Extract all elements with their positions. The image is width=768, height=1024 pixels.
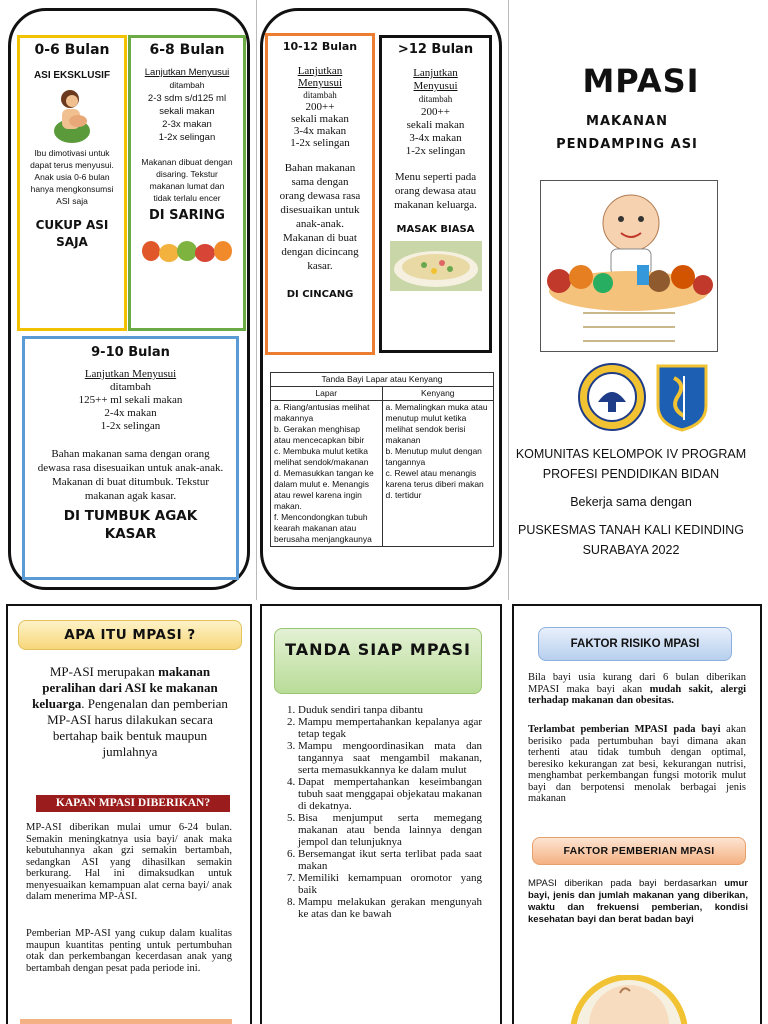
box-9-10-footer: DI TUMBUK AGAK KASAR xyxy=(63,508,198,542)
box-10-12-bulan xyxy=(265,33,375,355)
pemberian-b: umur bayi, jenis dan jumlah makanan yang diberikan, waktu dan frekuensi pemberian, kondisi kesehatan bayi dan berat badan bayi xyxy=(528,878,748,925)
box-6-8-l1: Lanjutkan Menyusui xyxy=(144,67,230,78)
breastfeeding-illustration xyxy=(50,87,94,143)
cover-org-1: KOMUNITAS KELOMPOK IV PROGRAM xyxy=(515,447,747,461)
box-9-10-title: 9-10 Bulan xyxy=(91,345,170,360)
tanda-siap-item: 3. Mampu mengoordinasikan mata dan tangannya saat mengambil makanan, serta memasukkannya ke dalam mulut xyxy=(298,740,482,776)
box-9-10-l1: Lanjutkan Menyusui xyxy=(84,368,177,380)
box-12-l3: 200++ xyxy=(421,106,450,118)
box-10-12-l1: Lanjutkan Menyusui xyxy=(297,65,343,89)
box-0-6-sub: ASI EKSKLUSIF xyxy=(33,70,111,81)
kapan-mpasi-label: KAPAN MPASI DIBERIKAN? xyxy=(36,795,230,812)
header-faktor-pemberian: FAKTOR PEMBERIAN MPASI xyxy=(532,837,746,865)
city-crest-logo xyxy=(654,362,710,432)
tanda-siap-item: 7. Memiliki kemampuan oromotor yang baik xyxy=(298,872,482,896)
box-12-l4: sekali makan xyxy=(406,119,465,131)
cover-panel xyxy=(514,0,768,600)
hunger-table-col-kenyang: Kenyang xyxy=(382,387,494,401)
tanda-siap-item: 5. Bisa menjumput serta memegang makanan atau benda lainnya dengan jempol dan telunjuknya xyxy=(298,812,482,848)
tanda-siap-list xyxy=(278,704,482,920)
box-6-8-bulan xyxy=(128,35,246,331)
next-header-stub xyxy=(20,1019,232,1024)
box-10-12-l3: 200++ xyxy=(305,101,335,113)
box-6-8-l6: 1-2x selingan xyxy=(158,132,216,143)
box-6-8-text: Makanan dibuat dengan disaring. Tekstur makanan lumat dan tidak terlalu encer xyxy=(141,157,233,203)
box-12-l2: ditambah xyxy=(418,94,453,104)
box-0-6-text: Ibu dimotivasi untuk dapat terus menyusui. Anak usia 0-6 bulan hanya mengkonsumsi ASI saja xyxy=(30,148,114,206)
box-10-12-l5: 3-4x makan xyxy=(293,125,347,137)
cover-subtitle-1: MAKANAN xyxy=(586,114,668,129)
tanda-siap-item: 6. Bersemangat ikut serta terlibat pada saat makan xyxy=(298,848,482,872)
box-6-8-l4: sekali makan xyxy=(159,106,215,117)
box-10-12-l6: 1-2x selingan xyxy=(290,137,350,149)
header-faktor-risiko: FAKTOR RISIKO MPASI xyxy=(538,627,732,661)
box-12-title: >12 Bulan xyxy=(397,42,474,57)
cover-place-1: PUSKESMAS TANAH KALI KEDINDING xyxy=(518,523,744,537)
box-9-10-l2: ditambah xyxy=(110,381,151,393)
puree-food-image xyxy=(141,231,233,265)
box-12-plus-bulan xyxy=(379,35,492,353)
box-9-10-l5: 1-2x selingan xyxy=(100,420,161,432)
box-10-12-footer: DI CINCANG xyxy=(286,289,354,300)
header-tanda-siap: TANDA SIAP MPASI xyxy=(274,628,482,694)
box-0-6-footer: CUKUP ASI SAJA xyxy=(35,218,109,249)
risiko-2-a: Terlambat pemberian MPASI pada bayi xyxy=(528,724,721,735)
cover-subtitle-2: PENDAMPING ASI xyxy=(556,137,698,152)
risiko-2-b: akan berisiko pada pertumbuhan bayi dimana akan terhenti atau tidak tumbuh dengan optimal, beresiko kekurangan zat besi, kekurangan nutrisi, menghambat perkembangan fungsi motorik mulut bayi dan berpotensi menolak berbagai jenis makanan xyxy=(528,724,747,804)
box-12-l1: Lanjutkan Menyusui xyxy=(413,67,458,92)
box-9-10-bulan xyxy=(22,336,239,580)
box-12-footer: MASAK BIASA xyxy=(396,224,475,235)
tanda-siap-item: 4. Dapat mempertahankan keseimbangan tubuh saat menggapai objekatau makanan di dekatnya. xyxy=(298,776,482,812)
risiko-1-a: Bila bayi usia kurang dari 6 bulan diberikan MPASI maka bayi akan xyxy=(528,672,746,695)
kapan-para-1: MP-ASI diberikan mulai umur 6-24 bulan. Semakin meningkatnya usia bayi/ anak maka kebutuhannya akan gzi semakin bertambah, sedangkan ASI yang dihasilkan semakin berkurang. Hal ini dimaksudkan untuk menyesuaikan kemampuan alat cerna bayi/ anak dalam menerima MP-ASI. xyxy=(26,822,232,902)
box-6-8-l5: 2-3x makan xyxy=(162,119,212,130)
tanda-siap-list-wrap xyxy=(278,704,482,920)
fold-line-right xyxy=(508,0,509,600)
apa-itu-mpasi-text xyxy=(26,664,234,760)
box-10-12-text: Bahan makanan sama dengan orang dewasa rasa disesuaikan untuk anak-anak. Makanan di buat dengan dicincang kasar. xyxy=(279,162,361,272)
baby-food-illustration xyxy=(540,180,718,352)
box-0-6-bulan xyxy=(17,35,127,331)
box-10-12-l2: ditambah xyxy=(303,90,337,100)
pemberian-para xyxy=(528,878,748,926)
risiko-1-b: mudah sakit, alergi terhadap makanan dan obesitas. xyxy=(528,683,746,706)
header-apa-itu-mpasi: APA ITU MPASI ? xyxy=(18,620,242,650)
box-6-8-l2: ditambah xyxy=(169,80,205,90)
box-9-10-l3: 125++ ml sekali makan xyxy=(78,394,183,406)
cover-org-2: PROFESI PENDIDIKAN BIDAN xyxy=(542,467,720,481)
kapan-para-2: Pemberian MP-ASI yang cukup dalam kualitas maupun kuantitas penting untuk pertumbuhan otak dan perkembangan kecerdasan anak yang bertambah dengan pesat pada periode ini. xyxy=(26,928,232,974)
box-6-8-l3: 2-3 sdm s/d125 ml xyxy=(147,93,227,104)
hunger-table-col-lapar: Lapar xyxy=(271,387,383,401)
panel-6-frame xyxy=(512,604,762,1024)
hunger-table-lapar-cell: a. Riang/antusias melihat makannya b. Gerakan menghisap atau mencecapkan bibir c. Membuka mulut ketika melihat sendok/makanan d. Memasukkan tangan ke dalam mulut e. Menangis atau rewel karena ingin makan. f. Mencondongkan tubuh kearah makanan atau berusaha menjangkaunya xyxy=(271,401,383,547)
fold-line-left xyxy=(256,0,257,600)
university-logo xyxy=(576,362,648,432)
box-0-6-title: 0-6 Bulan xyxy=(34,42,110,58)
risiko-para-2 xyxy=(528,724,746,805)
intro-part-a: MP-ASI merupakan xyxy=(49,664,159,679)
box-9-10-text: Bahan makanan sama dengan orang dewasa rasa disesuaikan untuk anak-anak. Makanan di buat ditumbuk. Tekstur makanan agak kasar. xyxy=(37,448,224,502)
tanda-siap-item: 2. Mampu mempertahankan kepalanya agar tetap tegak xyxy=(298,716,482,740)
box-6-8-footer: DI SARING xyxy=(149,208,225,223)
intro-part-c: . Pengenalan dan pemberian MP-ASI harus dilakukan secara bertahap baik bentuk maupun jumlahnya xyxy=(47,696,228,759)
box-10-12-title: 10-12 Bulan xyxy=(282,40,358,53)
hunger-table xyxy=(270,372,494,547)
box-12-l6: 1-2x selingan xyxy=(405,145,466,157)
hunger-table-title: Tanda Bayi Lapar atau Kenyang xyxy=(271,373,494,387)
box-12-text: Menu seperti pada orang dewasa atau makanan keluarga. xyxy=(394,171,477,211)
tanda-siap-item: 1. Duduk sendiri tanpa dibantu xyxy=(298,704,482,716)
hunger-table-kenyang-cell: a. Memalingkan muka atau menutup mulut ketika melihat sendok berisi makanan b. Menutup mulut dengan tangannya c. Rewel atau menangis karena terus diberi makan d. tertidur xyxy=(382,401,494,547)
tanda-siap-item: 8. Mampu melakukan gerakan mengunyah ke atas dan ke bawah xyxy=(298,896,482,920)
intro-part-b: makanan peralihan dari ASI ke makanan keluarga xyxy=(32,664,218,711)
cover-cooperation: Bekerja sama dengan xyxy=(570,495,692,509)
baby-face-illustration xyxy=(564,975,694,1024)
risiko-para-1 xyxy=(528,672,746,707)
cover-place-2: SURABAYA 2022 xyxy=(582,543,680,557)
box-9-10-l4: 2-4x makan xyxy=(104,407,157,419)
pemberian-a: MPASI diberikan pada bayi berdasarkan xyxy=(528,878,725,889)
family-meal-image xyxy=(390,241,482,291)
cover-title: MPASI xyxy=(582,62,700,100)
box-12-l5: 3-4x makan xyxy=(409,132,462,144)
box-6-8-title: 6-8 Bulan xyxy=(149,42,225,58)
box-10-12-l4: sekali makan xyxy=(291,113,349,125)
